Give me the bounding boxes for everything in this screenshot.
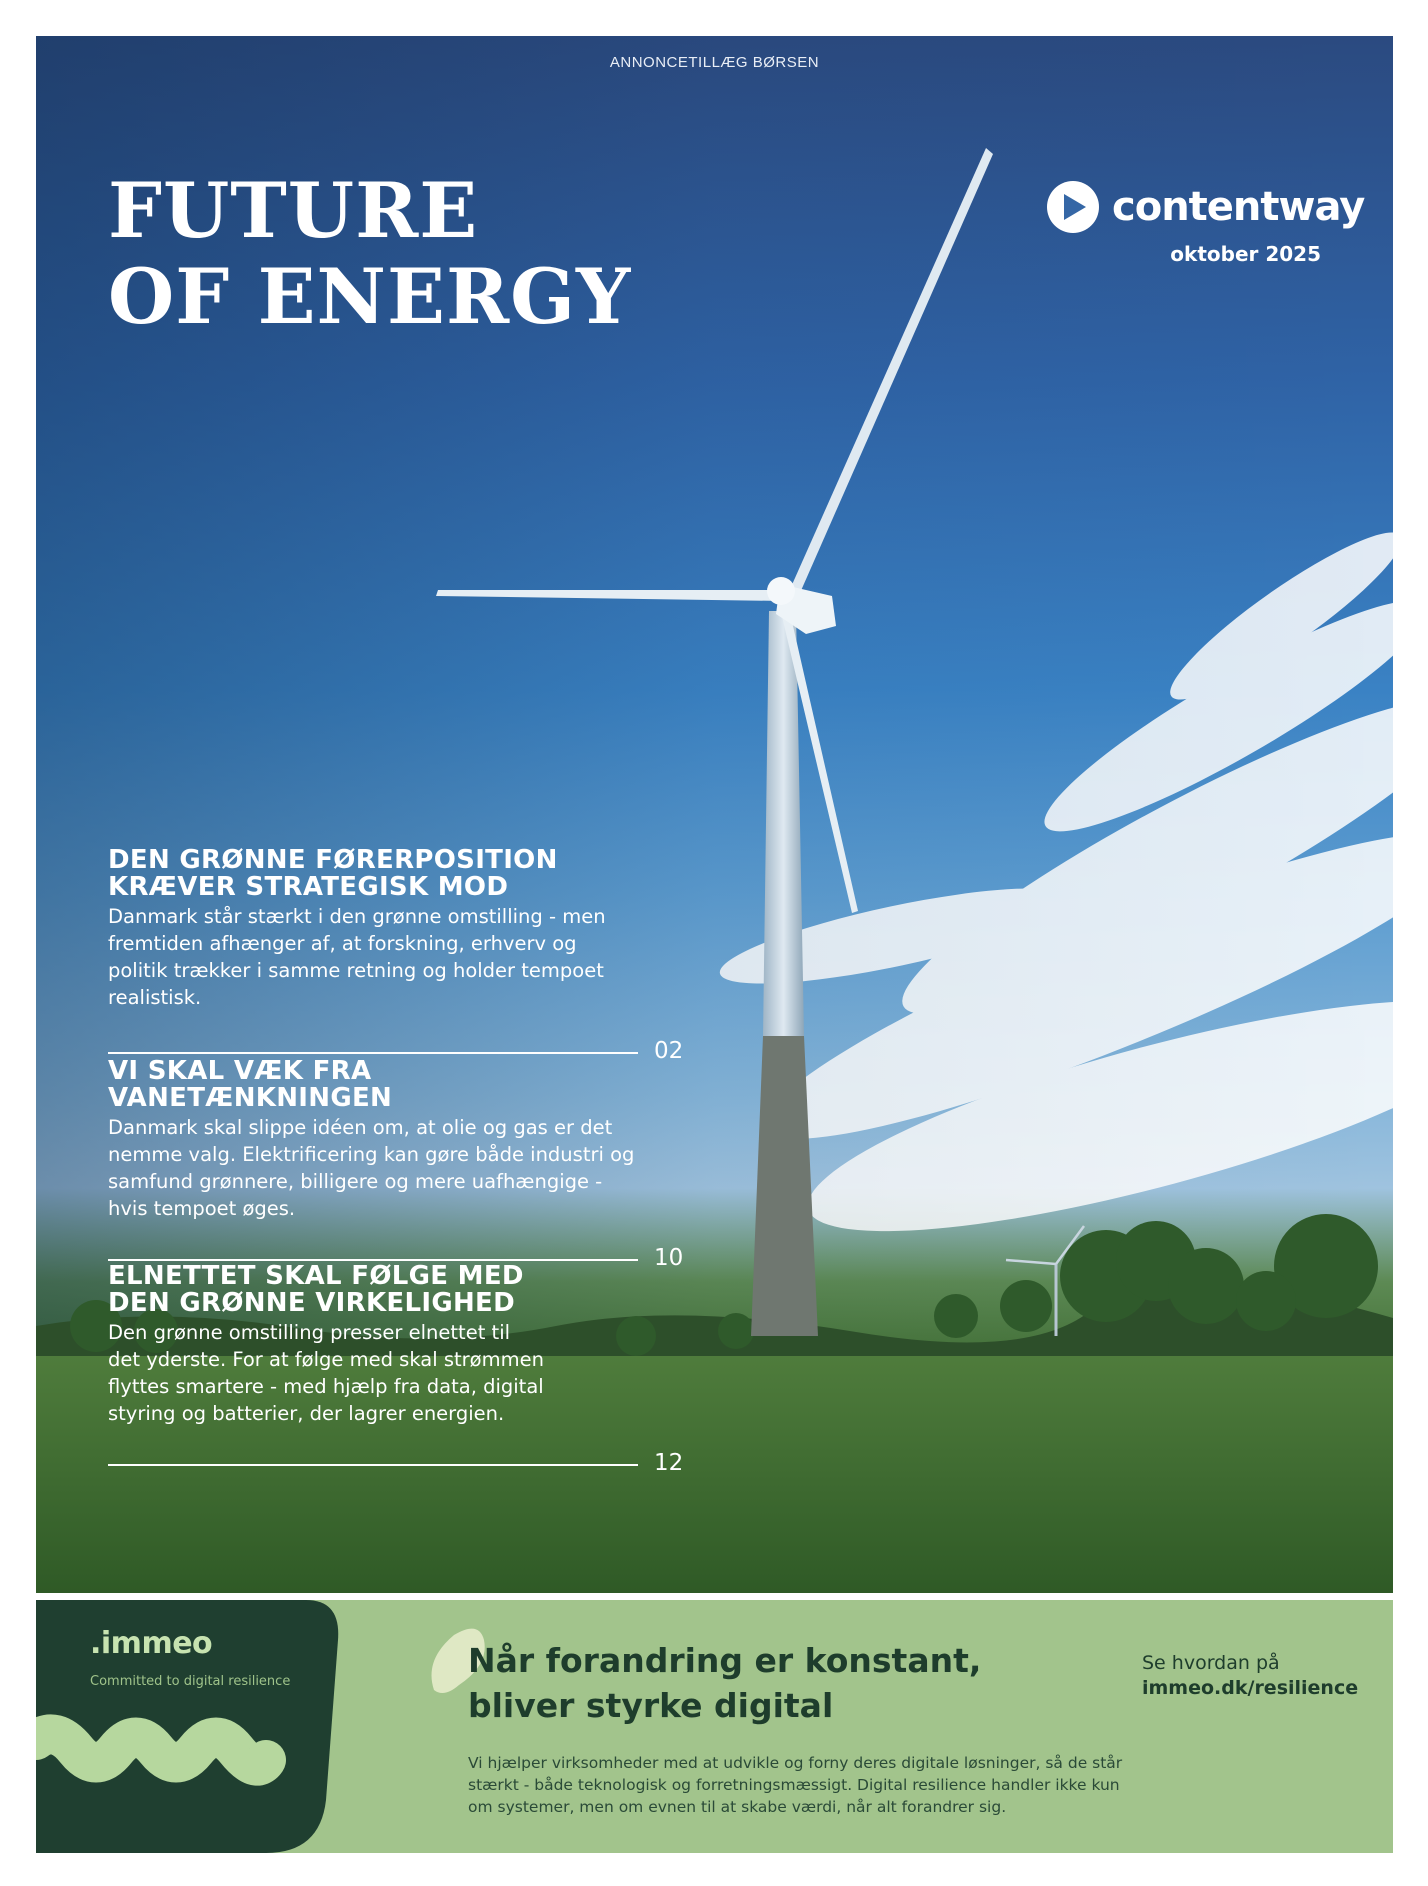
toc-heading: ELNETTET SKAL FØLGE MED DEN GRØNNE VIRKELIGHED (108, 1261, 524, 1318)
immeo-logo: .immeo (90, 1626, 213, 1661)
cta-label: Se hvordan på (1142, 1652, 1280, 1674)
toc-page-number: 12 (654, 1450, 684, 1476)
toc-item[interactable] (108, 845, 684, 1064)
ad-headline (468, 1638, 1028, 1728)
ad-body-text: Vi hjælper virksomheder med at udvikle og forny deres digitale løsninger, så de står stærkt - både teknologisk og forretningsmæssigt. Digital resilience handler ikke kun om systemer, men om evnen til at skabe værdi, når alt forandrer sig. (468, 1754, 1123, 1816)
toc-item[interactable] (108, 1056, 684, 1271)
toc-page-number: 02 (654, 1038, 684, 1064)
publisher-name: contentway (1112, 184, 1365, 230)
contentway-logo (1046, 180, 1365, 240)
supplement-label: ANNONCETILLÆG BØRSEN (609, 54, 820, 71)
toc-item[interactable] (108, 1261, 684, 1476)
toc-heading: VI SKAL VÆK FRA VANETÆNKNINGEN (108, 1056, 393, 1113)
ad-headline-line: bliver styrke digital (468, 1686, 834, 1725)
toc-summary: Danmark står stærkt i den grønne omstilling - men fremtiden afhænger af, at forskning, erhverv og politik trækker i samme retning og holder tempoet realistisk. (108, 905, 606, 1009)
toc-page-number: 10 (654, 1245, 684, 1271)
toc-heading: DEN GRØNNE FØRERPOSITION KRÆVER STRATEGISK MOD (108, 845, 558, 902)
cover-title (108, 168, 631, 340)
brand-tagline: Committed to digital resilience (90, 1674, 291, 1689)
divider (108, 1052, 638, 1054)
cover (36, 36, 1393, 1593)
cover-title-line: OF ENERGY (108, 252, 632, 341)
issue-date: oktober 2025 (1170, 242, 1321, 266)
toc-summary: Danmark skal slippe idéen om, at olie og gas er det nemme valg. Elektrificering kan gøre både industri og samfund grønnere, billigere og mere uafhængige - hvis tempoet øges. (108, 1116, 635, 1220)
divider (108, 1464, 638, 1466)
immeo-advertisement[interactable] (36, 1600, 1393, 1853)
toc-summary: Den grønne omstilling presser elnettet til det yderste. For at følge med skal strømmen flyttes smartere - med hjælp fra data, digital styring og batterier, der lagrer energien. (108, 1321, 544, 1425)
ad-headline-line: Når forandring er konstant, (468, 1641, 982, 1680)
cover-title-line: FUTURE (108, 166, 479, 255)
play-circle-icon (1046, 180, 1100, 234)
resilience-link[interactable]: immeo.dk/resilience (1142, 1677, 1359, 1699)
